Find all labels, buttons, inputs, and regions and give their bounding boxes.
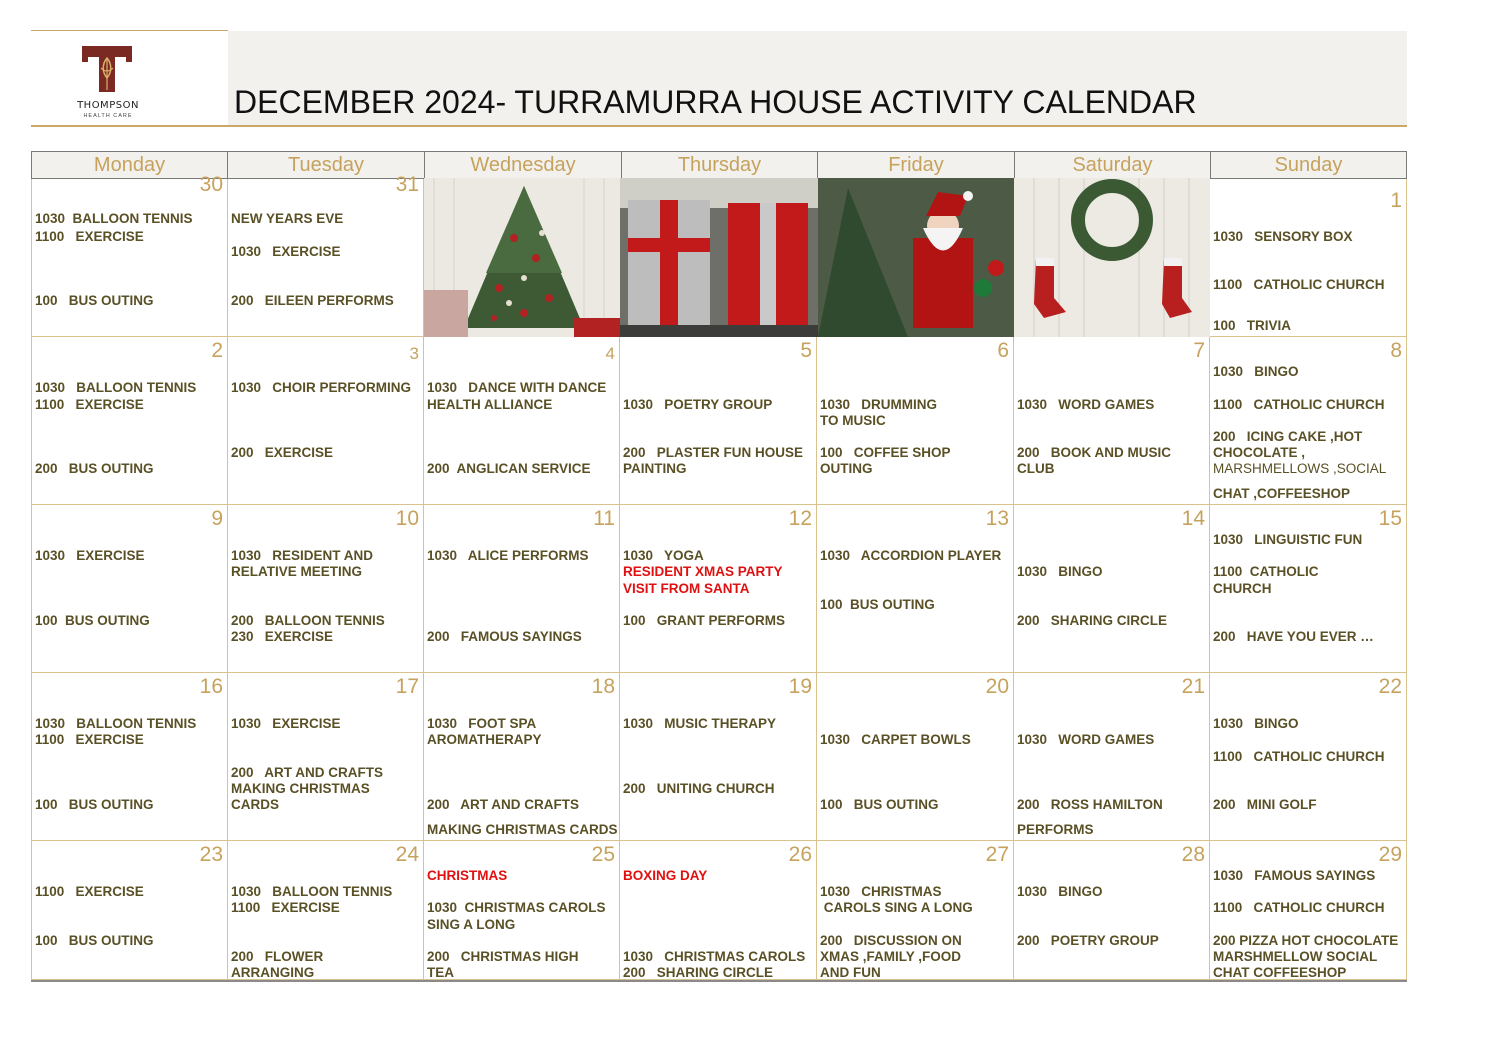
day-number: 15 (1378, 507, 1402, 530)
activity: 1100 CATHOLIC CHURCH (1213, 277, 1385, 292)
activity: 1030 EXERCISE (35, 548, 145, 563)
activity: 1100 CATHOLIC (1213, 564, 1319, 579)
activity: CLUB (1017, 461, 1055, 476)
activity: 1030 DRUMMING (820, 397, 938, 412)
activity: 1030 BALLOON TENNIS (35, 380, 197, 395)
activity: 200 POETRY GROUP (1017, 933, 1159, 948)
day-cell (1014, 505, 1210, 673)
day-number: 28 (1181, 843, 1205, 866)
thompson-logo-icon (80, 44, 134, 94)
day-number: 18 (591, 675, 615, 698)
day-cell (31, 337, 228, 505)
activity: 1100 EXERCISE (231, 900, 340, 915)
activity: PAINTING (623, 461, 687, 476)
day-cell (1210, 841, 1407, 980)
page-title: DECEMBER 2024- TURRAMURRA HOUSE ACTIVITY CALENDAR (234, 84, 1197, 120)
day-number: 13 (985, 507, 1009, 530)
day-cell (817, 673, 1014, 841)
day-cell (817, 337, 1014, 505)
activity: CARDS (231, 797, 280, 812)
day-number: 14 (1181, 507, 1205, 530)
day-number: 21 (1181, 675, 1205, 698)
day-cell (424, 505, 620, 673)
activity: 1030 BINGO (1213, 716, 1299, 731)
activity: 1030 ACCORDION PLAYER (820, 548, 1002, 563)
day-number: 26 (788, 843, 812, 866)
activity: 100 COFFEE SHOP (820, 445, 951, 460)
day-cell (1210, 337, 1407, 505)
activity: AND FUN (820, 965, 881, 980)
highlight-event: VISIT FROM SANTA (623, 581, 750, 596)
day-cell (620, 673, 817, 841)
day-number: 16 (199, 675, 223, 698)
activity: 1030 FAMOUS SAYINGS (1213, 868, 1376, 883)
day-cell (424, 841, 620, 980)
activity: 1030 CHRISTMAS CAROLS (427, 900, 606, 915)
activity: 1100 CATHOLIC CHURCH (1213, 397, 1385, 412)
activity: 200 FAMOUS SAYINGS (427, 629, 582, 644)
day-cell (31, 173, 228, 337)
day-number: 9 (211, 507, 223, 530)
activity: CHOCOLATE , (1213, 445, 1305, 460)
day-cell (424, 337, 620, 505)
day-cell (1210, 179, 1407, 337)
day-header-saturday: Saturday (1015, 152, 1211, 178)
day-cell (1210, 673, 1407, 841)
wreath-stockings-photo (1014, 178, 1210, 337)
activity: 1030 LINGUISTIC FUN (1213, 532, 1363, 547)
activity: 200 MINI GOLF (1213, 797, 1317, 812)
day-number: 11 (593, 507, 615, 530)
activity: 1030 BALLOON TENNIS (231, 884, 393, 899)
activity: 1030 RESIDENT AND (231, 548, 374, 563)
activity: 1100 CATHOLIC CHURCH (1213, 900, 1385, 915)
activity: 100 BUS OUTING (35, 797, 154, 812)
activity: 1100 EXERCISE (35, 397, 144, 412)
day-header-tuesday: Tuesday (228, 152, 425, 178)
day-number: 1 (1390, 189, 1402, 212)
highlight-event: RESIDENT XMAS PARTY (623, 564, 783, 579)
activity: OUTING (820, 461, 873, 476)
holiday-label: BOXING DAY (623, 868, 708, 883)
activity: 100 GRANT PERFORMS (623, 613, 786, 628)
activity: 200 SHARING CIRCLE (623, 965, 774, 980)
day-cell (1014, 841, 1210, 980)
day-cell (1014, 337, 1210, 505)
activity: 1030 EXERCISE (231, 244, 341, 259)
activity: 1030 MUSIC THERAPY (623, 716, 777, 731)
activity: RELATIVE MEETING (231, 564, 363, 579)
activity: 200 CHRISTMAS HIGH (427, 949, 579, 964)
day-number: 10 (395, 507, 419, 530)
christmas-tree-photo (424, 178, 620, 337)
activity: 200 SHARING CIRCLE (1017, 613, 1168, 628)
day-cell (620, 337, 817, 505)
activity: CAROLS SING A LONG (820, 900, 973, 915)
day-number: 23 (199, 843, 223, 866)
logo-name: THOMPSON (77, 100, 139, 111)
activity: 230 EXERCISE (231, 629, 334, 644)
activity: 1030 CHRISTMAS CAROLS (623, 949, 806, 964)
day-header-thursday: Thursday (622, 152, 818, 178)
day-header-friday: Friday (818, 152, 1015, 178)
activity: MAKING CHRISTMAS (231, 781, 370, 796)
grid-bottom-border (31, 980, 1407, 982)
activity: CHURCH (1213, 581, 1272, 596)
day-cell (228, 505, 424, 673)
day-number: 2 (211, 339, 223, 362)
activity: PERFORMS (1017, 822, 1094, 837)
activity: 1100 EXERCISE (35, 884, 144, 899)
activity: 200 ICING CAKE ,HOT (1213, 429, 1363, 444)
activity: 100 BUS OUTING (35, 933, 154, 948)
gift-boxes-photo (620, 178, 818, 337)
day-cell (620, 505, 817, 673)
activity: 200 ROSS HAMILTON (1017, 797, 1163, 812)
activity: 1100 EXERCISE (35, 732, 144, 747)
day-number: 24 (395, 843, 419, 866)
day-number: 29 (1378, 843, 1402, 866)
activity: CHAT ,COFFEESHOP (1213, 486, 1351, 501)
activity: 1030 BINGO (1017, 564, 1103, 579)
day-number: 7 (1193, 339, 1205, 362)
activity: 1030 BALLOON TENNIS (35, 716, 197, 731)
day-cell (228, 173, 424, 337)
activity: 200 UNITING CHURCH (623, 781, 775, 796)
day-cell (1014, 673, 1210, 841)
logo-subtitle: HEALTH CARE (83, 113, 133, 119)
activity: 1030 CARPET BOWLS (820, 732, 971, 747)
activity: 1030 WORD GAMES (1017, 732, 1155, 747)
day-cell (228, 337, 424, 505)
day-number: 17 (395, 675, 419, 698)
day-cell (424, 673, 620, 841)
activity: TEA (427, 965, 454, 980)
activity: 200 EXERCISE (231, 445, 334, 460)
day-cell (228, 673, 424, 841)
activity: 1030 YOGA (623, 548, 704, 563)
activity: 1030 BINGO (1017, 884, 1103, 899)
activity: 200 PIZZA HOT CHOCOLATE (1213, 933, 1399, 948)
day-header-wednesday: Wednesday (425, 152, 622, 178)
activity: 100 BUS OUTING (820, 797, 939, 812)
day-number: 3 (409, 344, 419, 363)
header-rule (31, 125, 1407, 127)
day-cell (31, 505, 228, 673)
activity: 1030 CHOIR PERFORMING (231, 380, 412, 395)
activity: 200 BUS OUTING (35, 461, 154, 476)
activity: 200 BOOK AND MUSIC (1017, 445, 1172, 460)
activity: SING A LONG (427, 917, 516, 932)
day-number: 20 (985, 675, 1009, 698)
activity: 1030 BINGO (1213, 364, 1299, 379)
activity: 1030 CHRISTMAS (820, 884, 942, 899)
activity: 200 ART AND CRAFTS (427, 797, 580, 812)
day-cell (817, 841, 1014, 980)
activity: 1030 BALLOON TENNIS (35, 211, 193, 226)
day-cell (31, 673, 228, 841)
holiday-label: CHRISTMAS (427, 868, 508, 883)
activity: 1030 EXERCISE (231, 716, 341, 731)
activity: 100 BUS OUTING (35, 293, 154, 308)
day-number: 25 (591, 843, 615, 866)
activity: 1100 CATHOLIC CHURCH (1213, 749, 1385, 764)
activity: 200 HAVE YOU EVER … (1213, 629, 1374, 644)
activity: MAKING CHRISTMAS CARDS (427, 822, 618, 837)
activity: MARSHMELLOWS ,SOCIAL (1213, 461, 1387, 476)
activity: 200 BALLOON TENNIS (231, 613, 385, 628)
activity: 1030 ALICE PERFORMS (427, 548, 589, 563)
activity: 200 DISCUSSION ON (820, 933, 962, 948)
day-number: 30 (199, 173, 223, 196)
day-cell (817, 505, 1014, 673)
day-number: 22 (1378, 675, 1402, 698)
day-number: 12 (788, 507, 812, 530)
activity: NEW YEARS EVE (231, 211, 344, 226)
activity: 1030 POETRY GROUP (623, 397, 773, 412)
activity: 1030 WORD GAMES (1017, 397, 1155, 412)
day-number: 19 (788, 675, 812, 698)
day-header-sunday: Sunday (1274, 154, 1343, 176)
day-number: 27 (985, 843, 1009, 866)
activity: 1030 SENSORY BOX (1213, 229, 1353, 244)
day-cell (620, 841, 817, 980)
activity: 200 FLOWER (231, 949, 324, 964)
day-cell (1210, 505, 1407, 673)
day-cell (228, 841, 424, 980)
activity: 200 PLASTER FUN HOUSE (623, 445, 804, 460)
activity: 1030 DANCE WITH DANCE (427, 380, 607, 395)
activity: XMAS ,FAMILY ,FOOD (820, 949, 962, 964)
day-number: 5 (800, 339, 812, 362)
activity: 100 BUS OUTING (820, 597, 935, 612)
activity: 100 TRIVIA (1213, 318, 1292, 333)
day-header-monday: Monday (32, 152, 228, 178)
activity: 1100 EXERCISE (35, 229, 144, 244)
activity: TO MUSIC (820, 413, 886, 428)
activity: HEALTH ALLIANCE (427, 397, 553, 412)
day-number: 8 (1390, 339, 1402, 362)
day-number: 31 (395, 173, 419, 196)
activity: AROMATHERAPY (427, 732, 542, 747)
activity: 100 BUS OUTING (35, 613, 150, 628)
activity: 200 ANGLICAN SERVICE (427, 461, 591, 476)
day-header-row (31, 151, 1407, 179)
day-number: 4 (605, 344, 615, 363)
activity: 200 EILEEN PERFORMS (231, 293, 394, 308)
day-cell (31, 841, 228, 980)
activity: 1030 FOOT SPA (427, 716, 537, 731)
activity: MARSHMELLOW SOCIAL (1213, 949, 1378, 964)
activity: ARRANGING (231, 965, 315, 980)
activity: 200 ART AND CRAFTS (231, 765, 384, 780)
activity: CHAT COFFEESHOP (1213, 965, 1347, 980)
santa-photo (818, 178, 1014, 337)
day-number: 6 (997, 339, 1009, 362)
